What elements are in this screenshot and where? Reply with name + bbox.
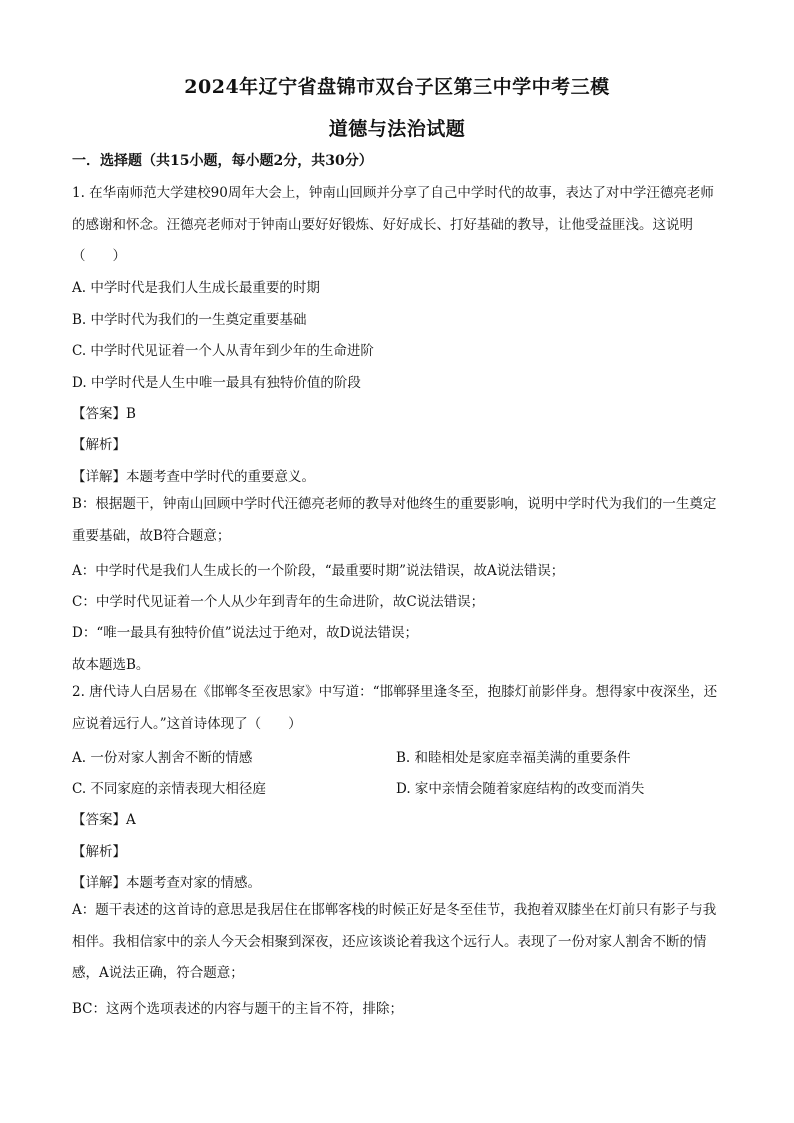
exam-subtitle: 道德与法治试题 <box>328 118 466 140</box>
exam-title: 2024年辽宁省盘锦市双台子区第三中学中考三模 <box>184 76 610 98</box>
q2-detail-bc: BC：这两个选项表述的内容与题干的主旨不符，排除； <box>72 1001 403 1017</box>
q2-option-b: B. 和睦相处是家庭幸福美满的重要条件 <box>396 750 631 766</box>
q2-detail-a: A：题干表述的这首诗的意思是我居住在邯郸客栈的时候正好是冬至佳节，我抱着双膝坐在灯前只有影子与我相伴。我相信家中的亲人今天会相聚到深夜，还应该谈论着我这个远行人。表现了一份对家人割舍不断的情感，A说法正确，符合题意； <box>72 902 717 981</box>
q2-option-a: A. 一份对家人割舍不断的情感 <box>72 750 253 766</box>
q1-option-b: B. 中学时代为我们的一生奠定重要基础 <box>72 312 307 328</box>
q2-answer: 【答案】A <box>72 812 136 828</box>
q1-detail-intro: 【详解】本题考查中学时代的重要意义。 <box>72 469 315 485</box>
q2-detail-intro: 【详解】本题考查对家的情感。 <box>72 875 261 891</box>
q1-answer: 【答案】B <box>72 406 136 422</box>
q2-option-c: C. 不同家庭的亲情表现大相径庭 <box>72 781 266 797</box>
q1-conclusion: 故本题选B。 <box>72 657 150 673</box>
q2-analysis: 【解析】 <box>72 844 126 860</box>
q1-stem: 1. 在华南师范大学建校90周年大会上，钟南山回顾并分享了自己中学时代的故事，表达了对中学汪德亮老师的感谢和怀念。汪德亮老师对于钟南山要好好锻炼、好好成长、打好基础的教导，让他受益匪浅。这说明（ ） <box>72 185 714 264</box>
q1-detail-c: C：中学时代见证着一个人从少年到青年的生命进阶，故C说法错误； <box>72 594 485 610</box>
q1-analysis: 【解析】 <box>72 437 126 453</box>
q1-option-d: D. 中学时代是人生中唯一最具有独特价值的阶段 <box>72 375 361 391</box>
section-heading: 一．选择题（共15小题，每小题2分，共30分） <box>72 153 373 169</box>
q1-detail-d: D：“唯一最具有独特价值”说法过于绝对，故D说法错误； <box>72 625 418 641</box>
q1-detail-b: B：根据题干，钟南山回顾中学时代汪德亮老师的教导对他终生的重要影响，说明中学时代为我们的一生奠定重要基础，故B符合题意； <box>72 496 717 544</box>
q1-option-a: A. 中学时代是我们人生成长最重要的时期 <box>72 280 320 296</box>
q2-stem: 2. 唐代诗人白居易在《邯郸冬至夜思家》中写道：“邯郸驿里逢冬至，抱膝灯前影伴身。想得家中夜深坐，还应说着远行人。”这首诗体现了（ ） <box>72 684 718 732</box>
q1-detail-a: A：中学时代是我们人生成长的一个阶段，“最重要时期”说法错误，故A说法错误； <box>72 563 565 579</box>
q1-option-c: C. 中学时代见证着一个人从青年到少年的生命进阶 <box>72 343 374 359</box>
q2-option-d: D. 家中亲情会随着家庭结构的改变而消失 <box>396 781 645 797</box>
